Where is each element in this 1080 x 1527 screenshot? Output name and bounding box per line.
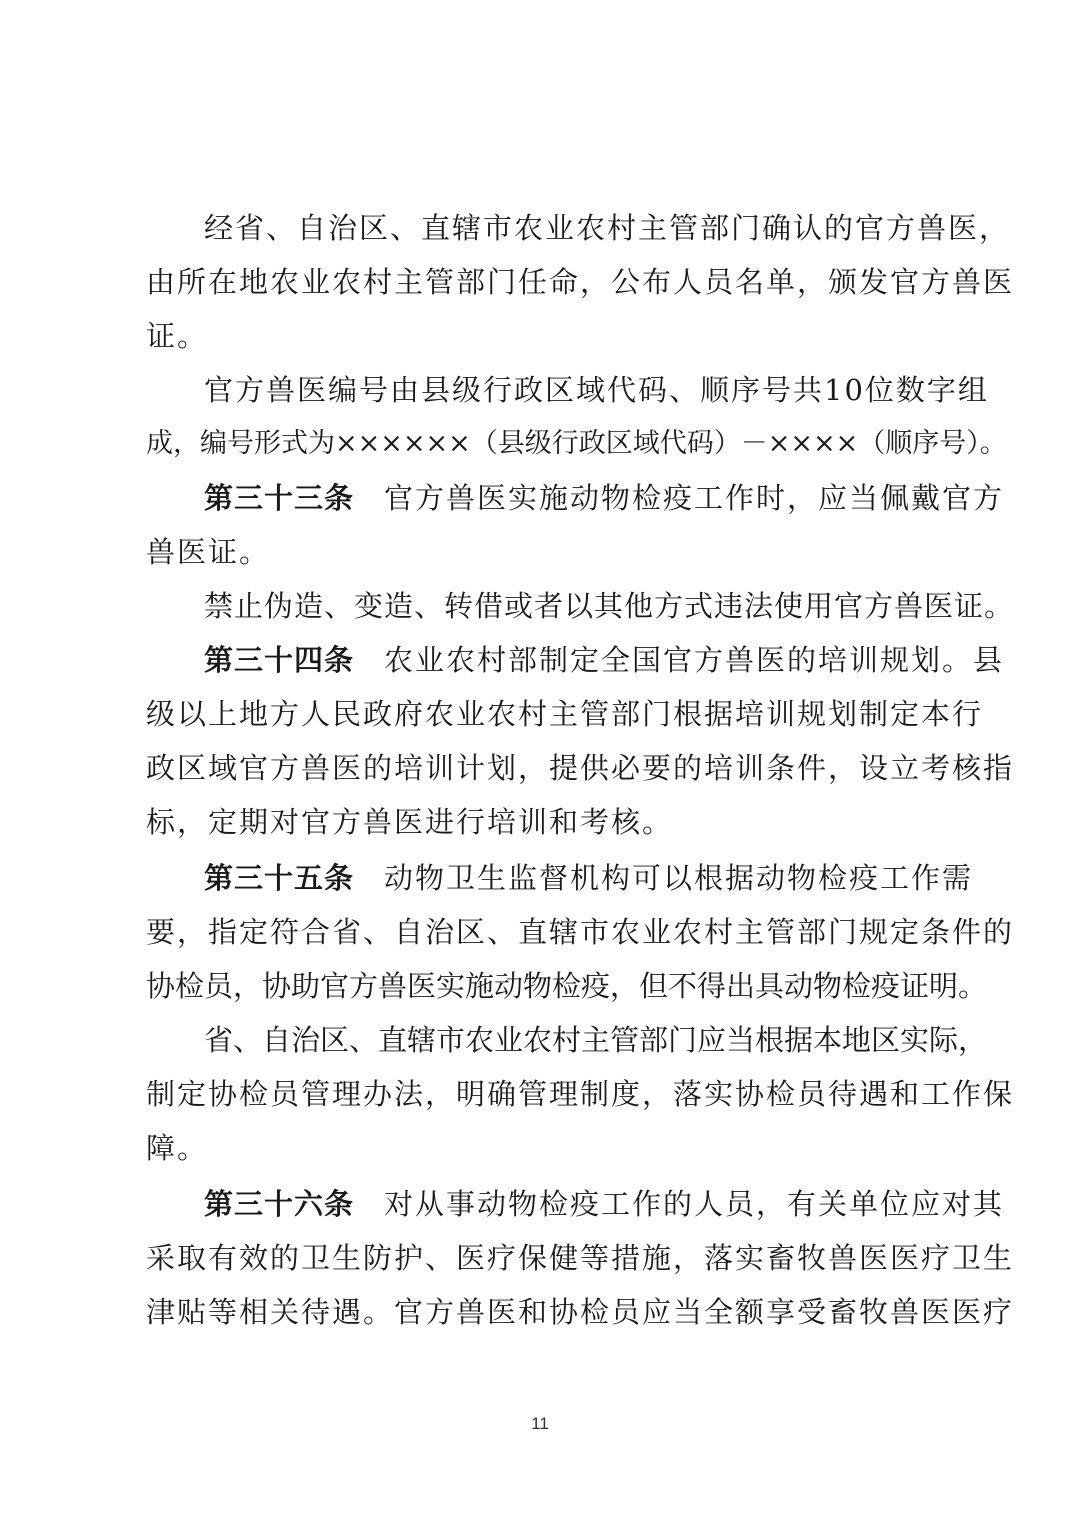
paragraph-2-line-1: 官方兽医编号由县级行政区域代码、顺序号共10位数字组 — [204, 373, 989, 407]
article-35-line-2: 要，指定符合省、自治区、直辖市农业农村主管部门规定条件的 — [146, 915, 1015, 949]
paragraph-prohibition-line-1: 禁止伪造、变造、转借或者以其他方式违法使用官方兽医证。 — [204, 589, 1015, 623]
article-36-line-2: 采取有效的卫生防护、医疗保健等措施，落实畜牧兽医医疗卫生 — [146, 1241, 1015, 1275]
paragraph-coordinator-line-2: 制定协检员管理办法，明确管理制度，落实协检员待遇和工作保 — [146, 1077, 1015, 1111]
page-number: 11 — [531, 1414, 549, 1433]
article-34-line-2: 级以上地方人民政府农业农村主管部门根据培训规划制定本行 — [146, 697, 984, 731]
paragraph-coordinator-line-3: 障。 — [146, 1131, 209, 1165]
paragraph-1-line-2: 由所在地农业农村主管部门任命，公布人员名单，颁发官方兽医 — [146, 265, 1015, 299]
article-36-line-1: 第三十六条 对从事动物检疫工作的人员，有关单位应对其 — [204, 1187, 1005, 1221]
article-36-line-3: 津贴等相关待遇。官方兽医和协检员应当全额享受畜牧兽医医疗 — [146, 1295, 1015, 1329]
article-34-line-1: 第三十四条 农业农村部制定全国官方兽医的培训规划。县 — [204, 643, 1005, 677]
article-35-line-1: 第三十五条 动物卫生监督机构可以根据动物检疫工作需 — [204, 861, 974, 895]
article-34-line-4: 标，定期对官方兽医进行培训和考核。 — [146, 805, 674, 839]
paragraph-1-line-3: 证。 — [146, 319, 209, 353]
article-35-line-3: 协检员，协助官方兽医实施动物检疫，但不得出具动物检疫证明。 — [146, 969, 988, 1003]
article-33-line-1: 第三十三条 官方兽医实施动物检疫工作时，应当佩戴官方 — [204, 481, 1005, 515]
article-34-heading: 第三十四条 — [204, 643, 355, 677]
article-35-heading: 第三十五条 — [204, 861, 355, 895]
article-33-heading: 第三十三条 — [204, 481, 355, 515]
paragraph-2-line-2: 成，编号形式为××××××（县级行政区域代码）－××××（顺序号）。 — [146, 428, 1007, 459]
paragraph-1-line-1: 经省、自治区、直辖市农业农村主管部门确认的官方兽医， — [204, 211, 1011, 245]
paragraph-coordinator-line-1: 省、自治区、直辖市农业农村主管部门应当根据本地区实际， — [204, 1023, 988, 1057]
article-33-line-2: 兽医证。 — [146, 535, 271, 569]
article-34-line-3: 政区域官方兽医的培训计划，提供必要的培训条件，设立考核指 — [146, 751, 1015, 785]
article-36-heading: 第三十六条 — [204, 1187, 355, 1221]
